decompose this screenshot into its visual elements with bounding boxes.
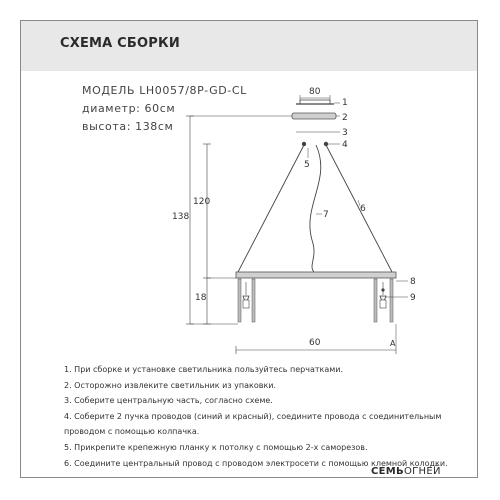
callout-9: 9 [410,293,416,303]
dim-corner-mark: A [390,339,396,348]
callout-4: 4 [342,140,348,150]
instruction-step: 6. Соедините центральный провод с проводом электросети с помощью клемной колодки. [64,458,448,468]
suspension-cable-left [238,145,304,272]
callout-5: 5 [304,160,310,170]
suspension-cable-right [326,145,392,272]
instruction-step: 2. Осторожно извлеките светильник из упаковки. [64,380,277,390]
brand-part-2: ОГНЕЙ [403,466,441,477]
dim-top-width: 80 [309,87,321,97]
instruction-step: 1. При сборке и установке светильника пользуйтесь перчатками. [64,365,344,374]
dim-lower-height: 18 [195,293,207,303]
instruction-step: 5. Прикрепите крепежную планку к потолку с помощью 2-х саморезов. [64,442,368,452]
callout-2: 2 [342,113,348,123]
ceiling-canopy [292,113,336,119]
callout-7: 7 [323,210,329,220]
callout-1: 1 [342,98,348,108]
assembly-instructions [64,362,464,471]
central-wire [310,145,321,272]
model-label: МОДЕЛЬ LH0057/8P-GD-CL [82,84,247,97]
dim-width: 60 [309,338,321,348]
diameter-label: диаметр: 60см [82,102,176,115]
instruction-step: 4. Соберите 2 пучка проводов (синий и красный), соедините провода с соединительным [64,411,442,421]
callout-6: 6 [360,204,366,214]
callout-3: 3 [342,128,348,138]
instruction-step: 3. Соберите центральную часть, согласно схеме. [64,396,273,406]
dim-upper-height: 120 [193,197,211,207]
lamp-group-right [374,279,393,322]
page-title: СХЕМА СБОРКИ [60,36,180,51]
callout-8: 8 [410,277,416,287]
instruction-step: проводом с помощью колпачка. [64,427,200,437]
dim-total-height: 138 [172,212,190,222]
lamp-ring-frame [236,272,396,278]
lamp-group-left [238,279,255,322]
brand-part-1: СЕМЬ [371,466,404,477]
brand-logo [371,466,441,477]
height-label: высота: 138см [82,120,174,133]
